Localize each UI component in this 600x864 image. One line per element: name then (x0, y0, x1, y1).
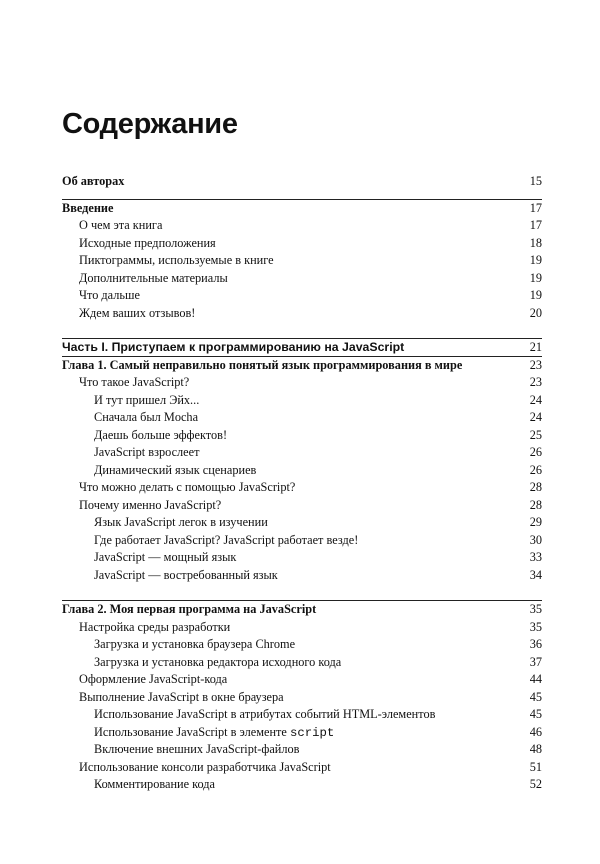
toc-entry (62, 531, 542, 549)
toc-entry-page: 17 (529, 218, 542, 232)
toc-entry-label: Сначала был Mocha (94, 410, 199, 424)
toc-entry (62, 286, 542, 304)
toc-entry-page: 48 (529, 742, 542, 756)
toc-entry-page: 28 (529, 480, 542, 494)
toc-entry (62, 496, 542, 514)
toc-entry-page: 19 (529, 270, 542, 285)
toc-entry-label: Что дальше (79, 288, 140, 302)
toc-entry (62, 513, 542, 531)
toc-entry-label: Что можно делать с помощью JavaScript? (79, 480, 296, 494)
toc-entry (62, 758, 542, 776)
toc-entry-page: 23 (529, 357, 542, 372)
toc-entry-label: Настройка среды разработки (79, 619, 231, 634)
toc-entry (62, 635, 542, 653)
toc-entry-page: 17 (529, 200, 542, 215)
toc-entry-page: 36 (529, 637, 542, 651)
toc-entry-label: Глава 2. Моя первая программа на JavaScript (62, 602, 317, 616)
toc-entry-page: 21 (529, 340, 542, 354)
toc-entry-page: 19 (529, 288, 542, 302)
toc-entry-page: 35 (529, 602, 542, 616)
toc-entry-label: О чем эта книга (79, 218, 163, 232)
toc-entry-page: 25 (529, 427, 542, 442)
toc-entry-label: Глава 1. Самый неправильно понятый язык программирования в мире (62, 357, 463, 372)
toc-entry-label: Ждем ваших отзывов! (79, 305, 196, 320)
toc-entry-label: Почему именно JavaScript? (79, 497, 222, 512)
toc-entry-page: 30 (529, 532, 542, 547)
toc-entry-label: Часть I. Приступаем к программированию на JavaScript (62, 340, 405, 354)
toc-entry (62, 391, 542, 409)
toc-entry (62, 461, 542, 479)
toc-entry (62, 705, 542, 723)
toc-entry-page: 20 (529, 305, 542, 320)
toc-entry (62, 653, 542, 671)
table-of-contents (62, 172, 542, 793)
toc-entry-page: 35 (529, 619, 542, 634)
toc-entry-page: 24 (529, 410, 542, 424)
toc-entry (62, 566, 542, 584)
toc-entry-page: 45 (529, 689, 542, 704)
toc-entry-label: JavaScript — востребованный язык (94, 567, 278, 582)
toc-entry-label: Введение (62, 200, 114, 215)
toc-entry-page: 44 (529, 672, 542, 686)
toc-entry-page: 19 (529, 253, 542, 267)
page-title: Содержание (62, 108, 238, 140)
toc-entry-page: 34 (529, 567, 542, 582)
toc-entry-label: Загрузка и установка браузера Chrome (94, 637, 296, 651)
toc-entry-page: 23 (529, 375, 542, 389)
toc-entry (62, 408, 542, 426)
toc-entry (62, 478, 542, 496)
toc-entry (62, 304, 542, 322)
toc-entry-label: Комментирование кода (94, 777, 216, 791)
toc-entry-label: Оформление JavaScript-кода (79, 672, 228, 686)
toc-chapter-heading (62, 356, 542, 374)
toc-entry-page: 28 (529, 497, 542, 512)
toc-entry-label: Дополнительные материалы (79, 270, 228, 285)
toc-entry-label: Об авторах (62, 174, 125, 188)
toc-entry-label: Пиктограммы, используемые в книге (79, 253, 274, 267)
toc-entry-page: 37 (529, 654, 542, 669)
toc-entry (62, 723, 542, 741)
toc-entry (62, 269, 542, 287)
toc-entry-label: JavaScript взрослеет (94, 445, 200, 459)
toc-entry-label: Язык JavaScript легок в изучении (94, 515, 268, 529)
toc-entry (62, 373, 542, 391)
toc-entry-label: Использование JavaScript в атрибутах событий HTML-элементов (94, 707, 436, 721)
toc-entry-label: Где работает JavaScript? JavaScript работает везде! (94, 532, 359, 547)
toc-entry-page: 15 (529, 174, 542, 188)
toc-entry (62, 548, 542, 566)
toc-entry-page: 26 (529, 445, 542, 459)
toc-entry (62, 688, 542, 706)
toc-entry-label (62, 724, 334, 742)
toc-entry-about-authors (62, 172, 542, 190)
toc-entry-label: И тут пришел Эйх... (94, 392, 200, 407)
toc-entry-page: 24 (529, 392, 542, 407)
toc-entry-label: Использование консоли разработчика JavaScript (79, 759, 331, 774)
toc-chapter-heading (62, 600, 542, 618)
toc-entry-label: Исходные предположения (79, 235, 216, 250)
toc-entry (62, 234, 542, 252)
toc-entry-label: Даешь больше эффектов! (94, 427, 228, 442)
code-keyword: script (289, 725, 335, 740)
toc-entry-label: Выполнение JavaScript в окне браузера (79, 689, 284, 704)
toc-entry-page: 45 (529, 707, 542, 721)
toc-entry (62, 740, 542, 758)
toc-entry (62, 426, 542, 444)
toc-entry-page: 33 (529, 550, 542, 564)
toc-entry-page: 26 (529, 462, 542, 477)
toc-entry-page: 18 (529, 235, 542, 250)
toc-part-heading (62, 338, 542, 356)
toc-entry-label: Включение внешних JavaScript-файлов (94, 742, 300, 756)
toc-entry-introduction (62, 199, 542, 217)
toc-entry (62, 670, 542, 688)
toc-entry-label: Загрузка и установка редактора исходного кода (94, 654, 342, 669)
toc-entry (62, 443, 542, 461)
toc-entry-page: 51 (529, 759, 542, 774)
toc-entry-label-text: Использование JavaScript в элементе (94, 724, 290, 739)
toc-entry-page: 46 (529, 724, 542, 739)
toc-entry-page: 52 (529, 777, 542, 791)
toc-entry-label: Что такое JavaScript? (79, 375, 190, 389)
toc-entry-label: Динамический язык сценариев (94, 462, 257, 477)
toc-entry (62, 618, 542, 636)
toc-entry-page: 29 (529, 515, 542, 529)
toc-entry-label: JavaScript — мощный язык (94, 550, 237, 564)
toc-entry (62, 251, 542, 269)
toc-entry (62, 216, 542, 234)
toc-entry (62, 775, 542, 793)
